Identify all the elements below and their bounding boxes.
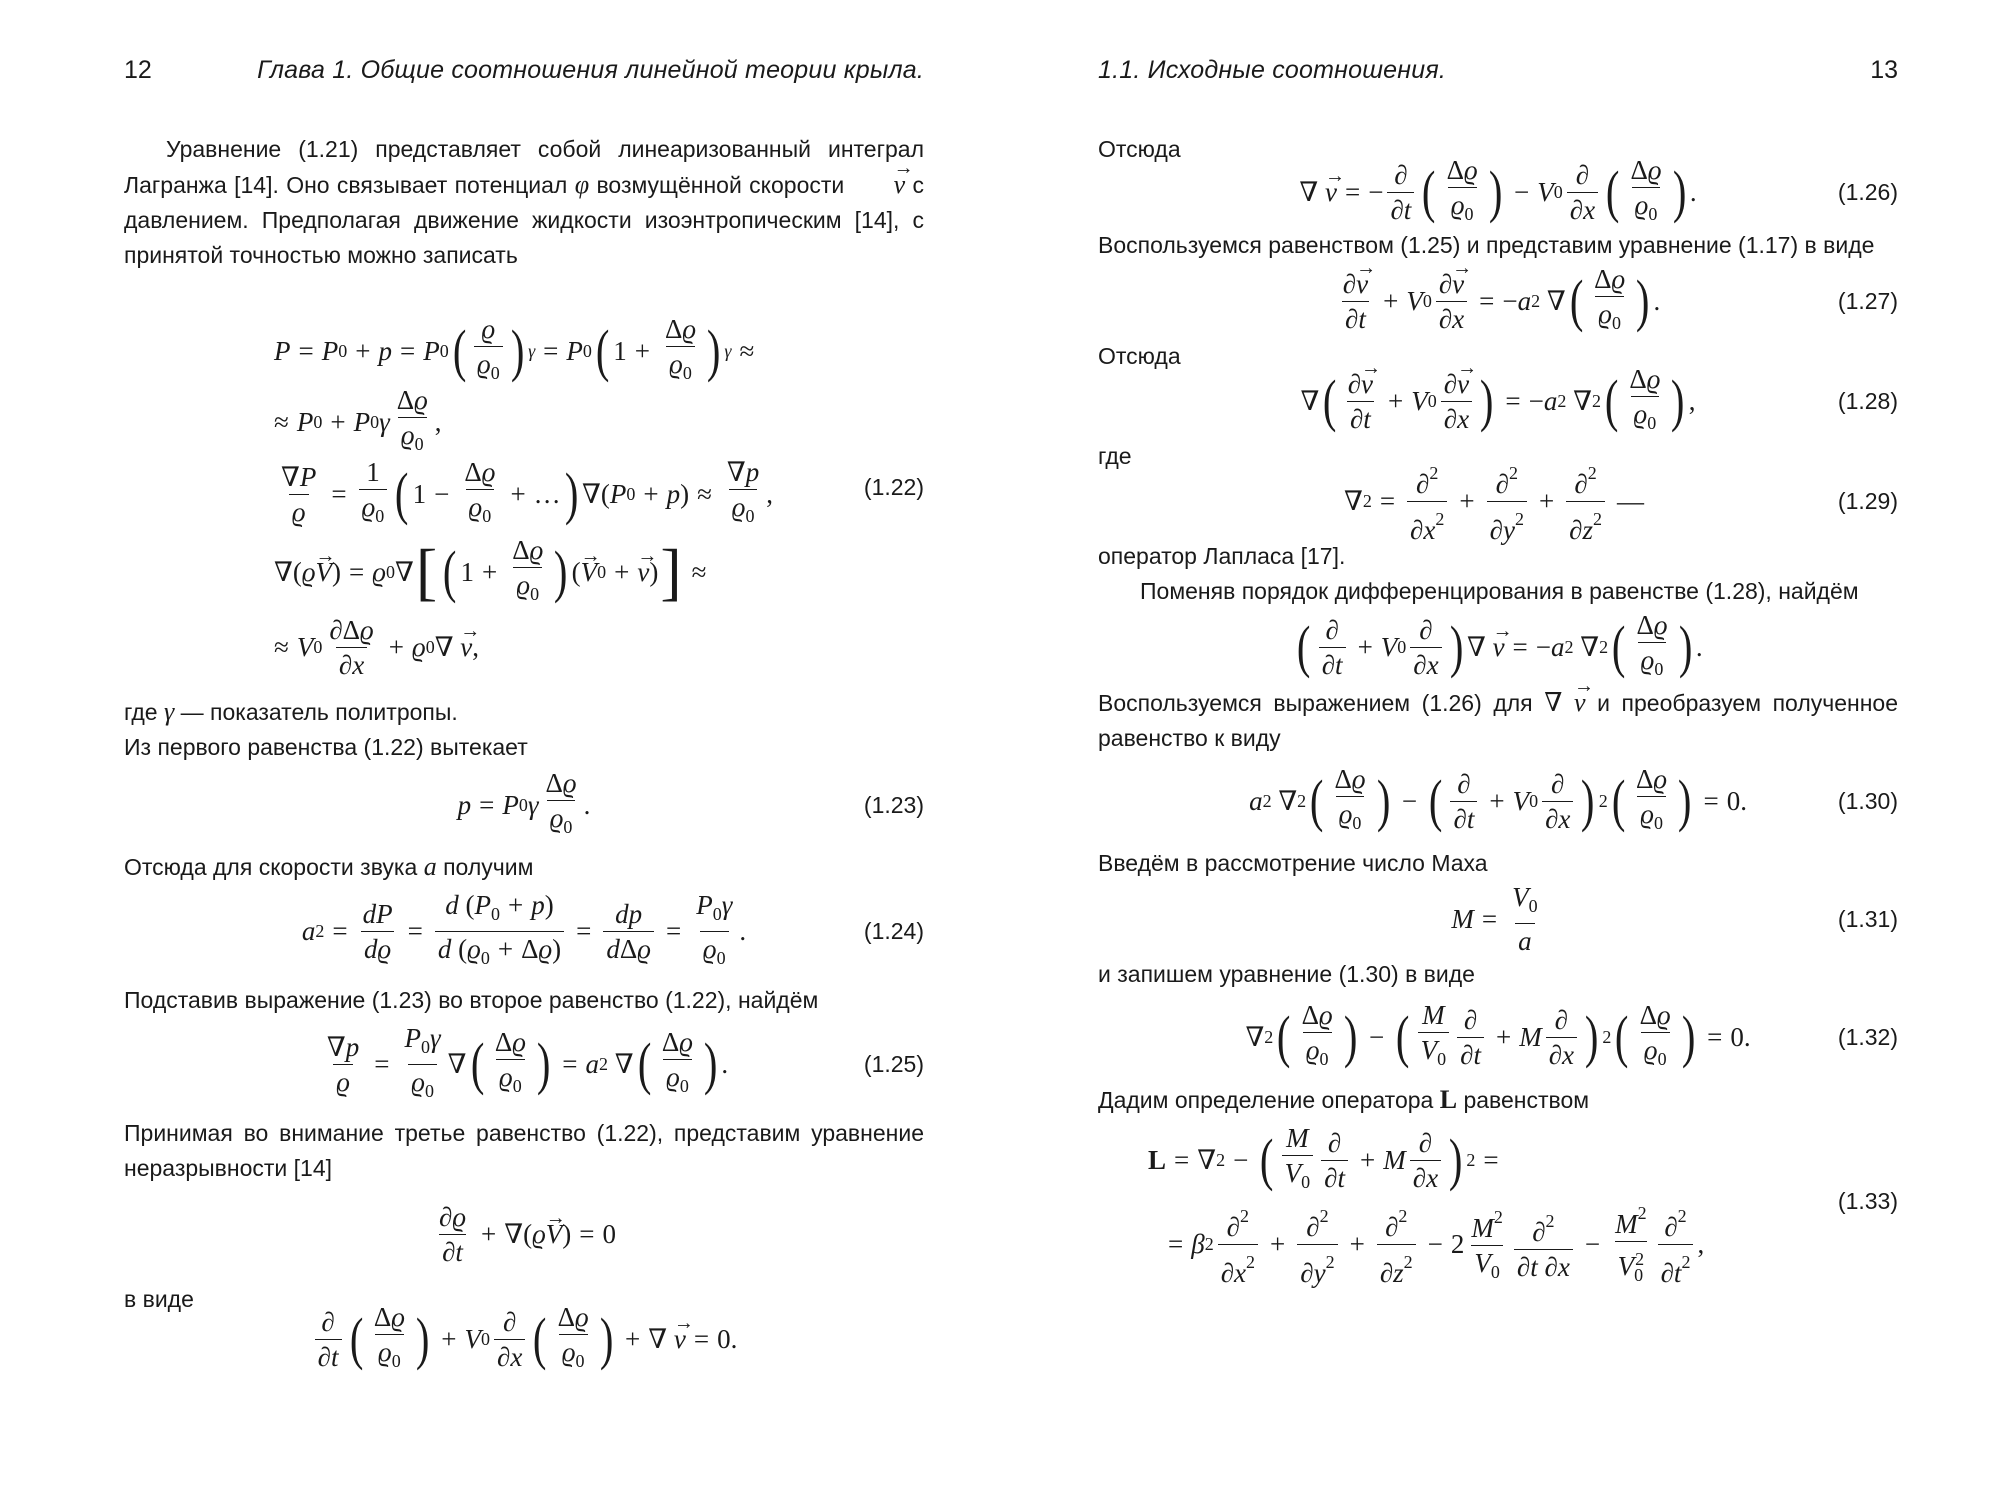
- operator-L-symbol: L: [1439, 1085, 1458, 1114]
- eq-1-22-line-2: ≈ P 0 + P 0 γ $\frac{\Delta ϱ}{ϱ_0}$ ,: [274, 390, 924, 454]
- equation-1-32: ∇ 2 ( $\frac{\Delta ϱ}{ϱ_0}$ ) − ( $\frac{M}{V_0}$ $\frac{\partial}{\partial t}$ + M $\frac{\partial}{\partial x}$ ) 2 ( $\frac{\Delta ϱ}{ϱ_0}$ ) = 0. (1.32): [1098, 992, 1898, 1082]
- equation-1-28: ∇ ( $\frac{\partial\to v}{\partial t}$ + V 0 $\frac{\partial\to v}{\partial x}$ ) = − a 2 ∇ 2 ( $\frac{\Delta ϱ}{ϱ_0}$ ) , (1.28): [1098, 363, 1898, 439]
- text-mach: Введём в рассмотрение число Маха: [1098, 850, 1488, 876]
- text-swap-order: Поменяв порядок дифференцирования в равенстве (1.28), найдём: [1140, 578, 1859, 604]
- equation-1-29: ∇ 2 = $\frac{\partial^2}{\partial x^2}$ + $\frac{\partial^2}{\partial y^2}$ + $\frac{\partial^2}{\partial z^2}$ — (1.29): [1343, 462, 1898, 545]
- eq-number-1-31: (1.31): [1837, 905, 1898, 932]
- eq-number-1-28: (1.28): [1837, 387, 1898, 414]
- text-use-1-26: Воспользуемся выражением (1.26) для ∇ → v и преобразуем полученное равенство к виду: [1098, 685, 1898, 756]
- text-first-equality: Из первого равенства (1.22) вытекает: [124, 734, 528, 760]
- eq-1-22-line-1: P = P 0 + p = P 0 ( $\frac{ϱ}{ϱ_0}$ ) γ = P 0 ( 1 + $\frac{\Delta ϱ}{ϱ_0}$ ) γ ≈: [274, 312, 924, 390]
- eq-number-1-25: (1.25): [863, 1050, 924, 1077]
- right-page-number: 13: [1870, 56, 1898, 84]
- text-define-L: Дадим определение оператора L равенством: [1098, 1085, 1590, 1114]
- eq-number-1-22: (1.22): [863, 474, 924, 500]
- text-gamma: где γ — показатель политропы.: [124, 697, 458, 726]
- equation-1-30: a 2 ∇ 2 ( $\frac{\Delta ϱ}{ϱ_0}$ ) − ( $\frac{\partial}{\partial t}$ + V 0 $\frac{\partial}{\partial x}$ ) 2 ( $\frac{\Delta ϱ}{ϱ_0}$ ) = 0. (1.30): [1098, 756, 1898, 846]
- left-running-head: Глава 1. Общие соотношения линейной теории крыла.: [257, 56, 924, 84]
- right-page-header: [1098, 52, 1898, 92]
- eq-1-22-line-5: ≈ V 0 $\frac{\partial\Delta ϱ}{\partial x}$ + ϱ 0 ∇ → v ,: [274, 610, 924, 684]
- eq-number-1-33: (1.33): [1837, 1188, 1898, 1214]
- left-page-body: [124, 132, 924, 1374]
- equation-1-26: ∇ → v = − $\frac{\partial}{\partial t}$ ( $\frac{\Delta ϱ}{ϱ_0}$ ) − V 0 $\frac{\partial}{\partial x}$ ( $\frac{\Delta ϱ}{ϱ_0}$ ) . (1.26): [1098, 156, 1898, 228]
- eq-number-1-23: (1.23): [863, 791, 924, 818]
- text-gde: где: [1098, 443, 1132, 469]
- left-page-header: [124, 52, 924, 92]
- eq-number-1-30: (1.30): [1837, 787, 1898, 814]
- equation-1-27: $\frac{\partial\to v}{\partial t}$ + V 0 $\frac{\partial\to v}{\partial x}$ = − a 2 ∇ ( $\frac{\Delta ϱ}{ϱ_0}$ ) . (1.27): [1098, 263, 1898, 339]
- text-use-1-25: Воспользуемся равенством (1.25) и представим уравнение (1.17) в виде: [1098, 232, 1875, 258]
- text-substitute: Подставив выражение (1.23) во второе равенство (1.22), найдём: [124, 987, 819, 1013]
- equation-1-31: M = $\frac{V_0}{a}$ (1.31): [1451, 882, 1898, 956]
- text-otsyuda-1: Отсюда: [1098, 136, 1181, 162]
- right-page: [1098, 0, 1898, 1486]
- eq-number-1-29: (1.29): [1837, 487, 1898, 514]
- text-laplace: оператор Лапласа [17].: [1098, 543, 1346, 569]
- paragraph-lagrange: Уравнение (1.21) представляет собой линеаризованный интеграл Лагранжа [14]. Оно связывает потенциал φ возмущённой скорости → v с давлением. Предполагая движение жидкости изоэнтропическим [14], с принятой точностью можно записать: [124, 132, 924, 272]
- eq-1-22-line-4: ∇( ϱ → V ) = ϱ 0 ∇ [ ( 1 + $\frac{\Delta ϱ}{ϱ_0}$ ) ( → V 0 + → v ) ] ≈: [274, 534, 924, 610]
- eq-1-22-line-3: $\frac{\nabla P}{ϱ}$ = $\frac{1}{ϱ_0}$ ( 1 − $\frac{\Delta ϱ}{ϱ_0}$ + … ) ∇( P 0 + p ) ≈ $\frac{\nabla p}{ϱ_0}$ ,: [274, 454, 924, 534]
- right-page-body: [1098, 132, 1898, 1288]
- equation-1-25: $\frac{\nabla p}{ϱ}$ = $\frac{P_0\gamma}{ϱ_0}$ ∇ ( $\frac{\Delta ϱ}{ϱ_0}$ ) = a 2 ∇ ( $\frac{\Delta ϱ}{ϱ_0}$ ) . (1.25): [124, 1018, 924, 1110]
- text-write-1-30: и запишем уравнение (1.30) в виде: [1098, 961, 1475, 987]
- eq-1-33-line-2: = β 2 $\frac{\partial^2}{\partial x^2}$ + $\frac{\partial^2}{\partial y^2}$ + $\frac{\partial^2}{\partial z^2}$ − 2 $\frac{M^2}{V_0}$ $\frac{\partial^2}{\partial t \partial x}$ − $\frac{M^2}{V_0^2}$ $\frac{\partial^2}{\partial t^2}$ ,: [1148, 1202, 1898, 1286]
- eq-number-1-27: (1.27): [1837, 287, 1898, 314]
- equation-1-33: [1098, 1118, 1898, 1288]
- left-page-number: 12: [124, 56, 152, 84]
- equation-1-24: a 2 = $\frac{dP}{dϱ}$ = $\frac{d (P_0 + p)}{d (ϱ_0 + \Delta ϱ)}$ = $\frac{dp}{\text{dΔϱ}}$ = $\frac{P_0\gamma}{ϱ_0}$ . (1.24): [124, 885, 924, 977]
- text-v-vide: в виде: [124, 1286, 194, 1312]
- eq-number-1-26: (1.26): [1837, 178, 1898, 205]
- text-otsyuda-2: Отсюда: [1098, 343, 1181, 369]
- right-running-head: 1.1. Исходные соотношения.: [1098, 56, 1447, 84]
- eq-number-1-32: (1.32): [1837, 1023, 1898, 1050]
- velocity-vector-symbol: → v: [852, 167, 906, 202]
- text-third-equality: Принимая во внимание третье равенство (1.22), представим уравнение неразрывности [14]: [124, 1120, 924, 1181]
- eq-1-33-line-1: L = ∇ 2 − ( $\frac{M}{V_0}$ $\frac{\partial}{\partial t}$ + M $\frac{\partial}{\partial x}$ ) 2 =: [1148, 1118, 1898, 1202]
- equation-1-23: p = P 0 γ $\frac{\Delta ϱ}{ϱ_0}$ . (1.23): [124, 765, 924, 845]
- text-sound-speed: Отсюда для скорости звука a получим: [124, 852, 534, 881]
- equation-continuity: $\frac{\partial ϱ}{\partial t}$ + ∇( ϱ → V ) = 0: [124, 1186, 924, 1282]
- equation-continuity-linear: $\frac{\partial}{\partial t}$ ( $\frac{\Delta ϱ}{ϱ_0}$ ) + V 0 $\frac{\partial}{\partial x}$ ( $\frac{\Delta ϱ}{ϱ_0}$ ) + ∇ → v = 0.: [124, 1304, 924, 1374]
- eq-number-1-24: (1.24): [863, 917, 924, 944]
- equation-1-22: [124, 312, 924, 684]
- phi-symbol: φ: [574, 170, 590, 199]
- equation-swapped: ( $\frac{\partial}{\partial t}$ + V 0 $\frac{\partial}{\partial x}$ ) ∇ → v = − a 2 ∇ 2 ( $\frac{\Delta ϱ}{ϱ_0}$ ) .: [1098, 609, 1898, 685]
- left-page: [124, 0, 924, 1486]
